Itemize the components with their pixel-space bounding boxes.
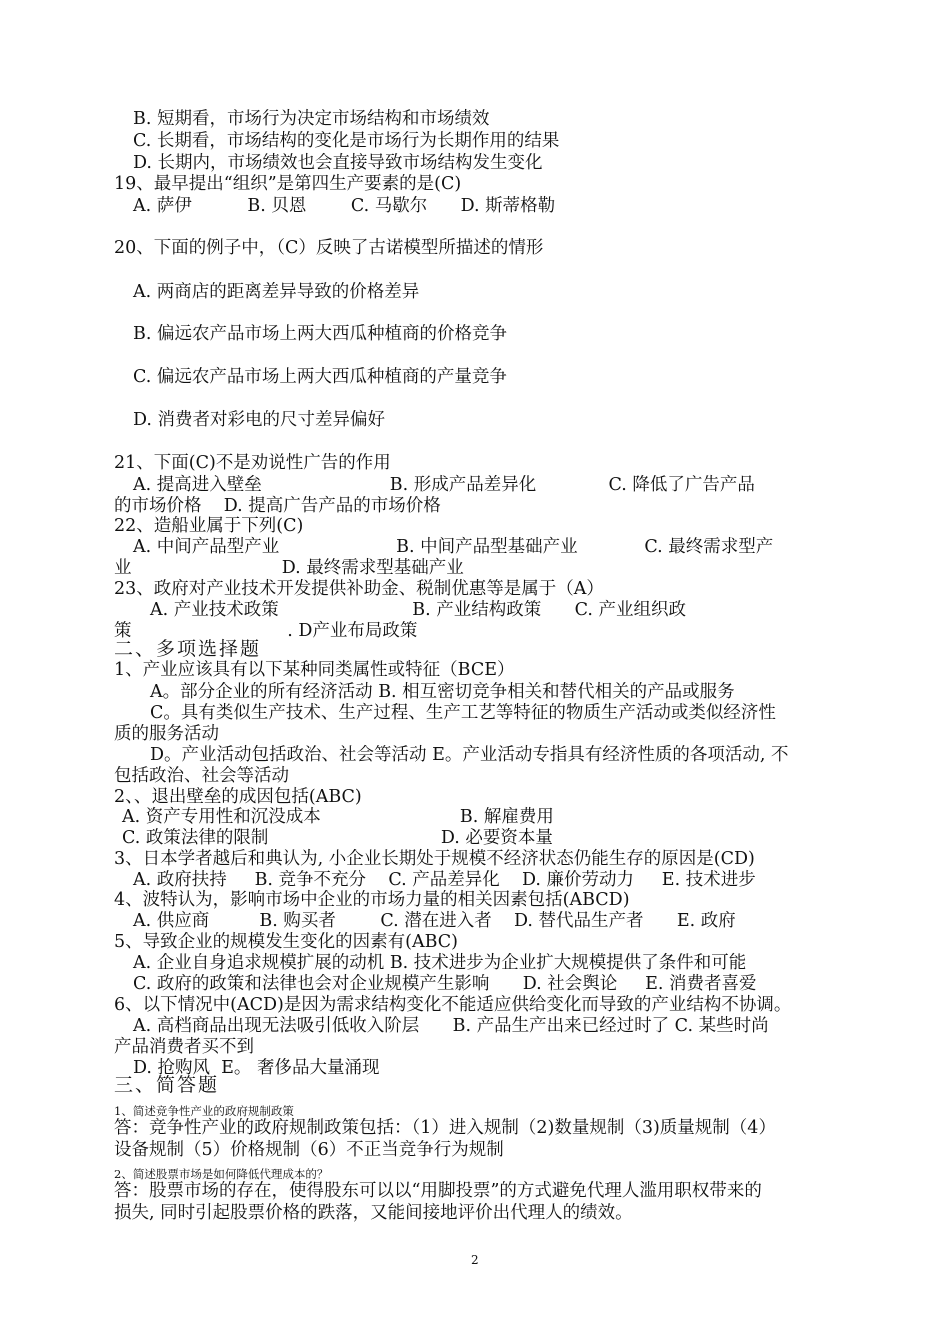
q20-option-a: A. 两商店的距离差异导致的价格差异 — [133, 282, 420, 302]
s1-answer-line1: 答：竞争性产业的政府规制政策包括：（1）进入规制（2)数量规制（3)质量规制（4） — [114, 1118, 776, 1138]
m5-options-line1: A. 企业自身追求规模扩展的动机 B. 技术进步为企业扩大规模提供了条件和可能 — [133, 953, 747, 973]
q22-question: 22、造船业属于下列(C) — [114, 516, 304, 536]
m3-question: 3、日本学者越后和典认为, 小企业长期处于规模不经济状态仍能生存的原因是(CD) — [114, 849, 755, 869]
q23-options-line2: 策 . D产业布局政策 — [114, 621, 418, 641]
q18-option-c: C. 长期看，市场结构的变化是市场行为长期作用的结果 — [133, 131, 560, 151]
m4-question: 4、波特认为，影响市场中企业的市场力量的相关因素包括(ABCD) — [114, 890, 630, 910]
q23-options-line1: A. 产业技术政策 B. 产业结构政策 C. 产业组织政 — [150, 600, 687, 620]
s2-answer-line2: 损失, 同时引起股票价格的跌落，又能间接地评价出代理人的绩效。 — [114, 1203, 633, 1223]
m4-options: A. 供应商 B. 购买者 C. 潜在进入者 D. 替代品生产者 E. 政府 — [133, 911, 736, 931]
q22-options-line2: 业 D. 最终需求型基础产业 — [114, 558, 464, 578]
q20-option-d: D. 消费者对彩电的尺寸差异偏好 — [133, 410, 386, 430]
s1-question: 1、简述竞争性产业的政府规制政策 — [114, 1104, 294, 1118]
m5-question: 5、导致企业的规模发生变化的因素有(ABC) — [114, 932, 459, 952]
m2-question: 2、、退出壁垒的成因包括(ABC) — [114, 787, 362, 807]
q19-question: 19、最早提出“组织”是第四生产要素的是(C) — [114, 174, 462, 194]
s1-answer-line2: 设备规制（5）价格规制（6）不正当竞争行为规制 — [114, 1140, 504, 1160]
m1-options-line1: A。部分企业的所有经济活动 B. 相互密切竞争相关和替代相关的产品或服务 — [150, 682, 735, 702]
q20-option-b: B. 偏远农产品市场上两大西瓜种植商的价格竞争 — [133, 324, 507, 344]
q23-question: 23、政府对产业技术开发提供补助金、税制优惠等是属于（A） — [114, 579, 604, 599]
m6-question: 6、以下情况中(ACD)是因为需求结构变化不能适应供给变化而导致的产业结构不协调。 — [114, 995, 792, 1015]
q21-options-line2: 的市场价格 D. 提高广告产品的市场价格 — [114, 496, 441, 516]
m6-options-line2: 产品消费者买不到 — [114, 1037, 254, 1057]
m1-options-line3: 质的服务活动 — [114, 724, 219, 744]
m6-options-line1: A. 高档商品出现无法吸引低收入阶层 B. 产品生产出来已经过时了 C. 某些时尚 — [133, 1016, 769, 1036]
q18-option-b: B. 短期看，市场行为决定市场结构和市场绩效 — [133, 109, 490, 129]
m3-options: A. 政府扶持 B. 竞争不充分 C. 产品差异化 D. 廉价劳动力 E. 技术进步 — [133, 870, 756, 890]
m6-options-line3: D. 抢购风 E。 奢侈品大量涌现 — [133, 1058, 380, 1078]
q20-option-c: C. 偏远农产品市场上两大西瓜种植商的产量竞争 — [133, 367, 507, 387]
q19-options: A. 萨伊 B. 贝恩 C. 马歇尔 D. 斯蒂格勒 — [133, 196, 556, 216]
s2-answer-line1: 答：股票市场的存在，使得股东可以以“用脚投票”的方式避免代理人滥用职权带来的 — [114, 1181, 762, 1201]
q21-options-line1: A. 提高进入壁垒 B. 形成产品差异化 C. 降低了广告产品 — [133, 475, 755, 495]
m2-options-line2: C. 政策法律的限制 D. 必要资本量 — [122, 828, 553, 848]
m1-options-line4: D。产业活动包括政治、社会等活动 E。产业活动专指具有经济性质的各项活动, 不 — [150, 745, 789, 765]
m5-options-line2: C. 政府的政策和法律也会对企业规模产生影响 D. 社会舆论 E. 消费者喜爱 — [133, 974, 757, 994]
m1-options-line2: C。具有类似生产技术、生产过程、生产工艺等特征的物质生产活动或类似经济性 — [150, 703, 776, 723]
s2-question: 2、简述股票市场是如何降低代理成本的？ — [114, 1167, 329, 1181]
m2-options-line1: A. 资产专用性和沉没成本 B. 解雇费用 — [122, 807, 554, 827]
q22-options-line1: A. 中间产品型产业 B. 中间产品型基础产业 C. 最终需求型产 — [133, 537, 774, 557]
q20-question: 20、下面的例子中，（C）反映了古诺模型所描述的情形 — [114, 238, 544, 258]
section-multiple-choice-heading: 二、多项选择题 — [114, 638, 262, 660]
page-number: 2 — [471, 1253, 479, 1267]
q21-question: 21、下面(C)不是劝说性广告的作用 — [114, 453, 391, 473]
q18-option-d: D. 长期内，市场绩效也会直接导致市场结构发生变化 — [133, 153, 543, 173]
m1-options-line5: 包括政治、社会等活动 — [114, 766, 289, 786]
section-short-answer-heading: 三、简答题 — [114, 1074, 220, 1096]
m1-question: 1、产业应该具有以下某种同类属性或特征（BCE） — [114, 660, 515, 680]
